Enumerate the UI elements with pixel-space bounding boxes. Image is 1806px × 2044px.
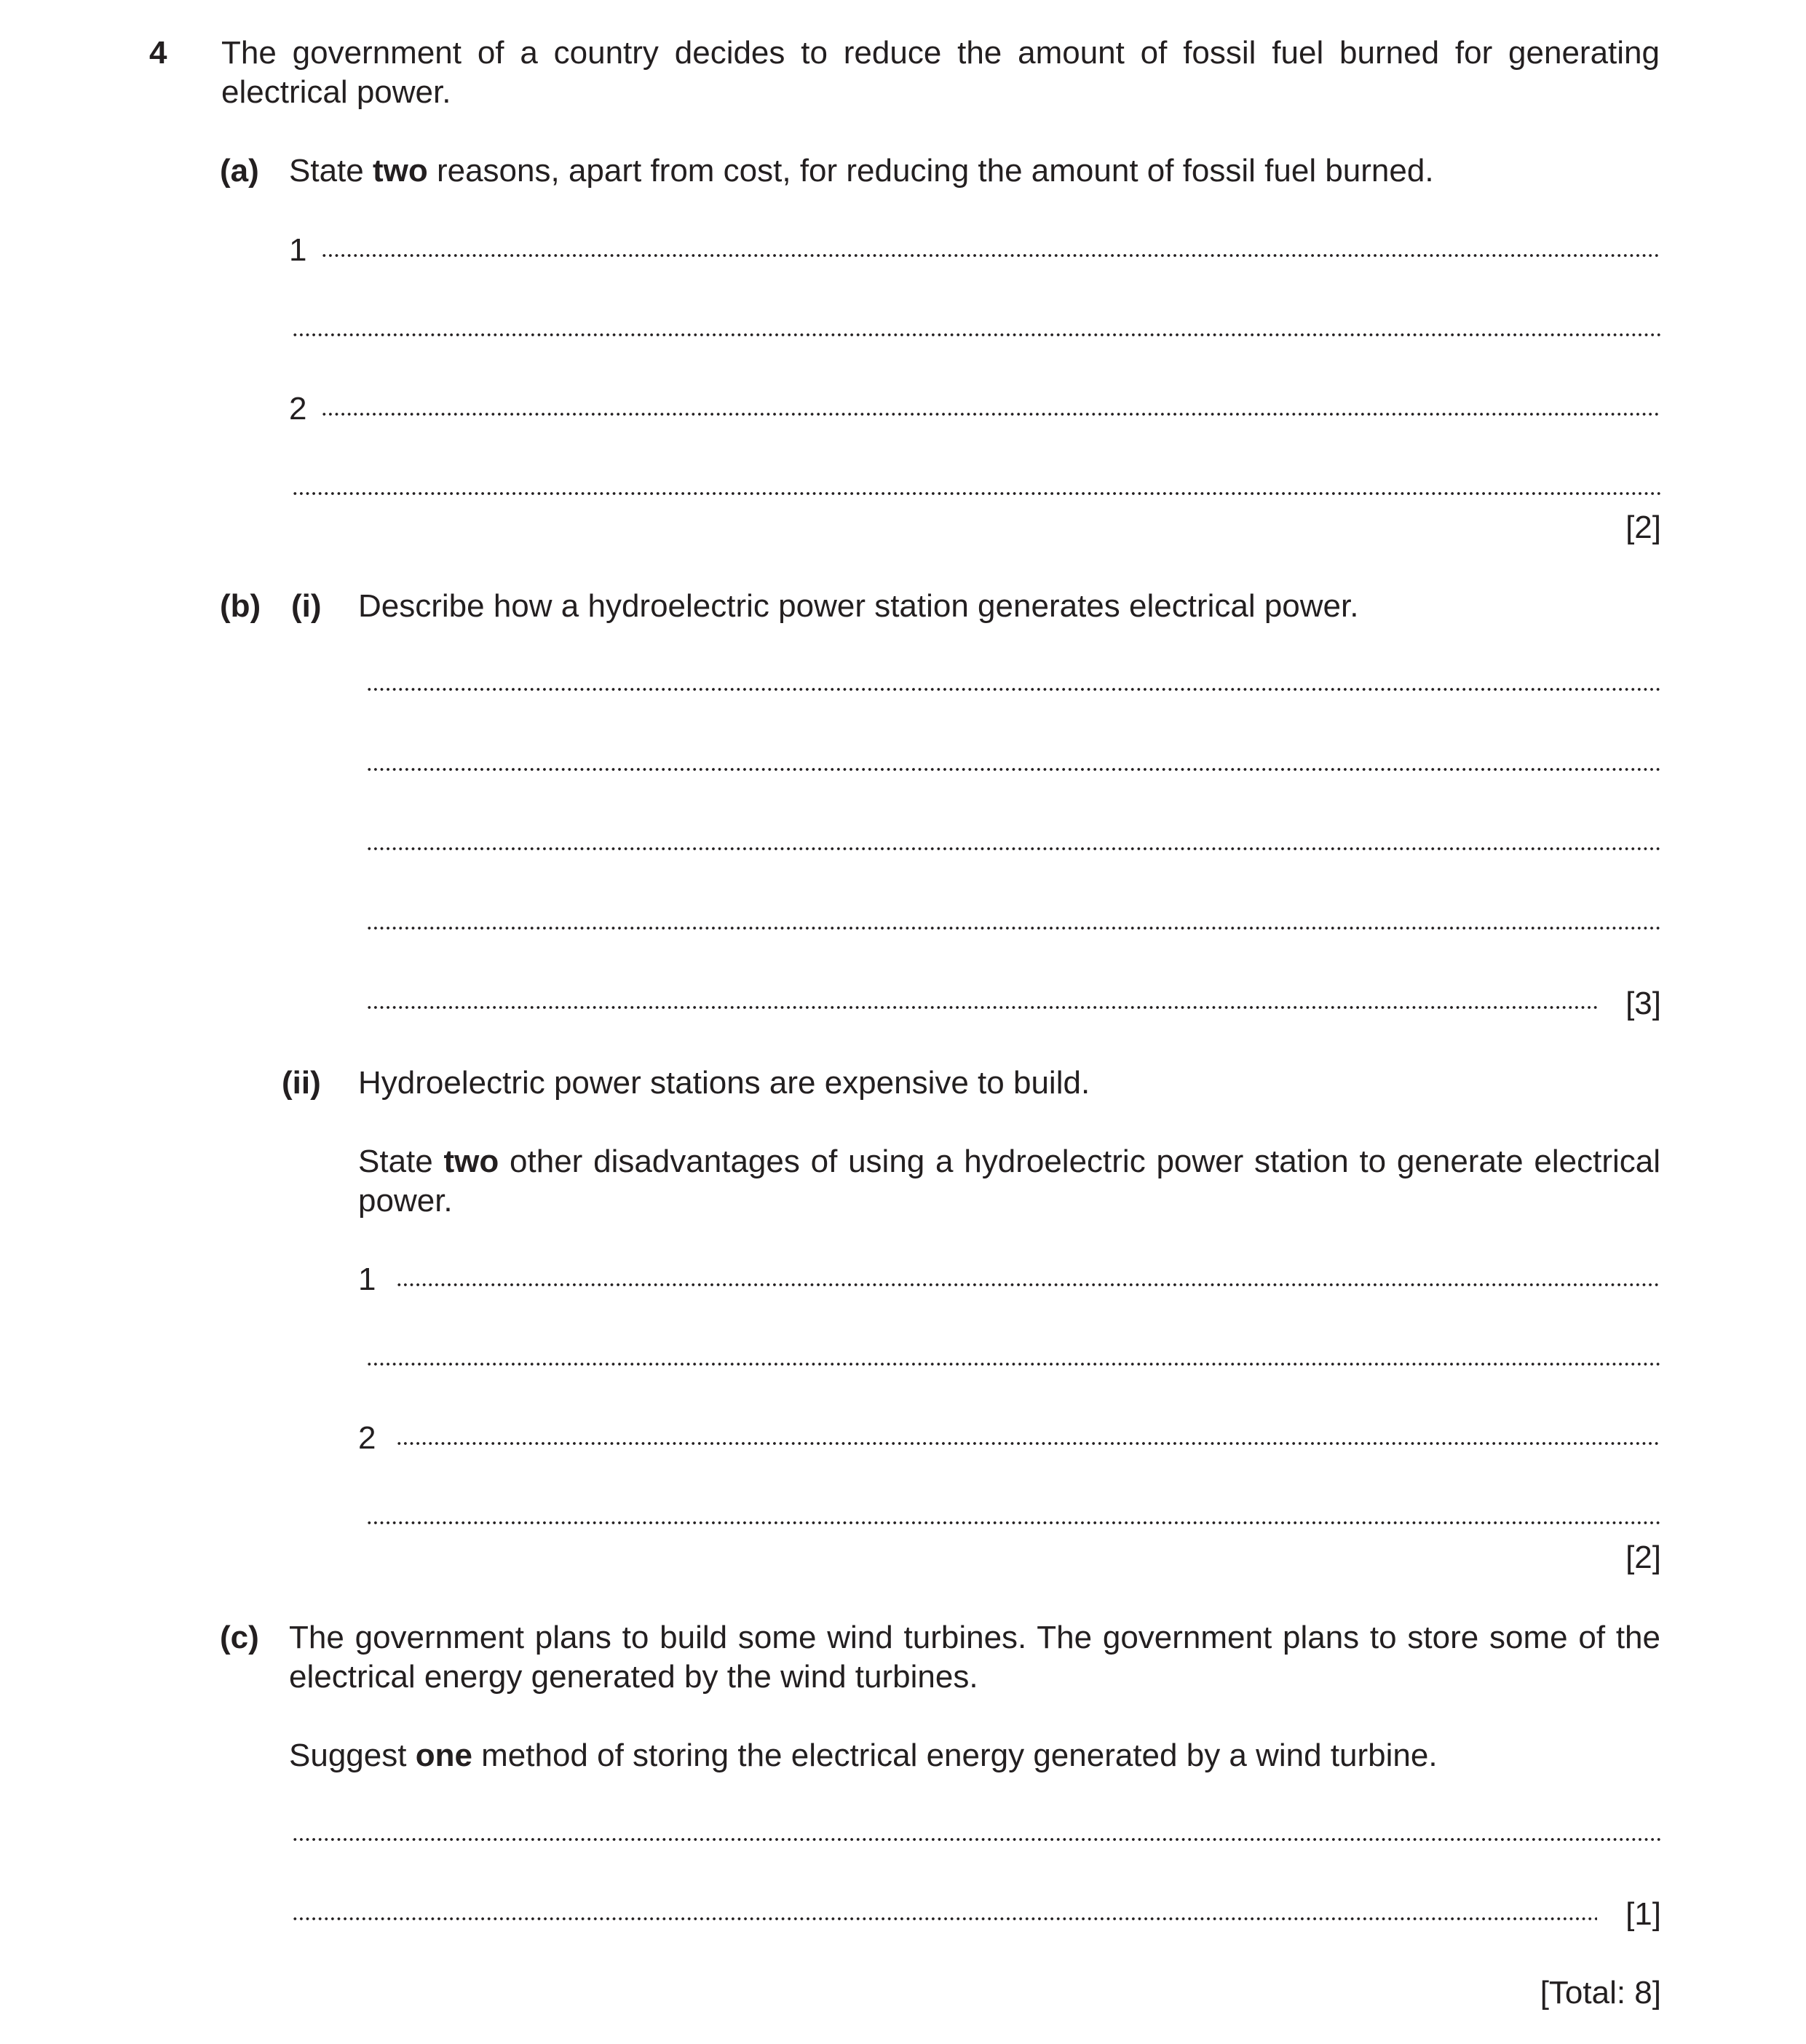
- part-b-i-answer-line-4[interactable]: [366, 926, 1661, 930]
- part-a-answer-line-4[interactable]: [292, 491, 1661, 496]
- part-b-i-answer-line-2[interactable]: [366, 767, 1661, 772]
- part-a-item-1-number: 1: [289, 232, 307, 268]
- part-b-ii-item-1-number: 1: [358, 1261, 376, 1297]
- part-c-marks: [1]: [1625, 1896, 1661, 1932]
- part-b-label: (b): [220, 588, 261, 624]
- part-b-ii-prompt-start: State: [358, 1144, 444, 1179]
- part-b-ii-answer-line-1[interactable]: [396, 1283, 1661, 1287]
- part-a-prompt-start: State: [289, 153, 373, 189]
- part-a-label: (a): [220, 153, 259, 189]
- part-c-prompt-emphasis: one: [415, 1738, 472, 1773]
- part-a-item-2-number: 2: [289, 391, 307, 427]
- part-b-ii-prompt: [358, 1142, 1660, 1221]
- part-a-prompt: [289, 151, 1665, 191]
- part-c-answer-line-2[interactable]: [292, 1917, 1597, 1921]
- part-b-i-label: (i): [291, 588, 322, 624]
- part-a-prompt-emphasis: two: [372, 153, 428, 189]
- part-c-label: (c): [220, 1620, 259, 1655]
- part-b-i-answer-line-5[interactable]: [366, 1005, 1597, 1010]
- part-b-ii-answer-line-4[interactable]: [366, 1521, 1661, 1525]
- part-b-ii-item-2-number: 2: [358, 1420, 376, 1456]
- part-b-i-answer-line-1[interactable]: [366, 687, 1661, 692]
- part-c-prompt-start: Suggest: [289, 1738, 416, 1773]
- part-c-answer-line-1[interactable]: [292, 1837, 1661, 1842]
- part-b-ii-statement: Hydroelectric power stations are expensive to build.: [358, 1065, 1090, 1101]
- part-c-prompt-end: method of storing the electrical energy generated by a wind turbine.: [472, 1738, 1438, 1773]
- part-c-intro: The government plans to build some wind turbines. The government plans to store some of the electrical energy generated by the wind turbines.: [289, 1620, 1660, 1695]
- part-b-ii-answer-line-3[interactable]: [396, 1441, 1661, 1446]
- part-c-prompt: [289, 1736, 1665, 1775]
- part-a-answer-line-1[interactable]: [321, 253, 1661, 258]
- part-a-answer-line-2[interactable]: [292, 333, 1661, 337]
- part-b-ii-prompt-emphasis: two: [443, 1144, 499, 1179]
- question-number: 4: [149, 35, 167, 71]
- part-b-ii-answer-line-2[interactable]: [366, 1362, 1661, 1366]
- part-a-prompt-end: reasons, apart from cost, for reducing the amount of fossil fuel burned.: [427, 153, 1434, 189]
- part-b-ii-label: (ii): [282, 1065, 321, 1101]
- part-b-ii-marks: [2]: [1625, 1540, 1661, 1575]
- part-a-answer-line-3[interactable]: [321, 412, 1661, 416]
- part-b-ii-prompt-end: other disadvantages of using a hydroelectric power station to generate electrical power.: [358, 1144, 1660, 1219]
- part-a-marks: [2]: [1625, 510, 1661, 545]
- part-b-i-marks: [3]: [1625, 986, 1661, 1021]
- question-total-marks: [Total: 8]: [1540, 1975, 1661, 2011]
- part-b-i-answer-line-3[interactable]: [366, 847, 1661, 851]
- question-intro: The government of a country decides to reduce the amount of fossil fuel burned for generating electrical power.: [221, 35, 1660, 110]
- part-b-i-prompt: Describe how a hydroelectric power station generates electrical power.: [358, 588, 1359, 624]
